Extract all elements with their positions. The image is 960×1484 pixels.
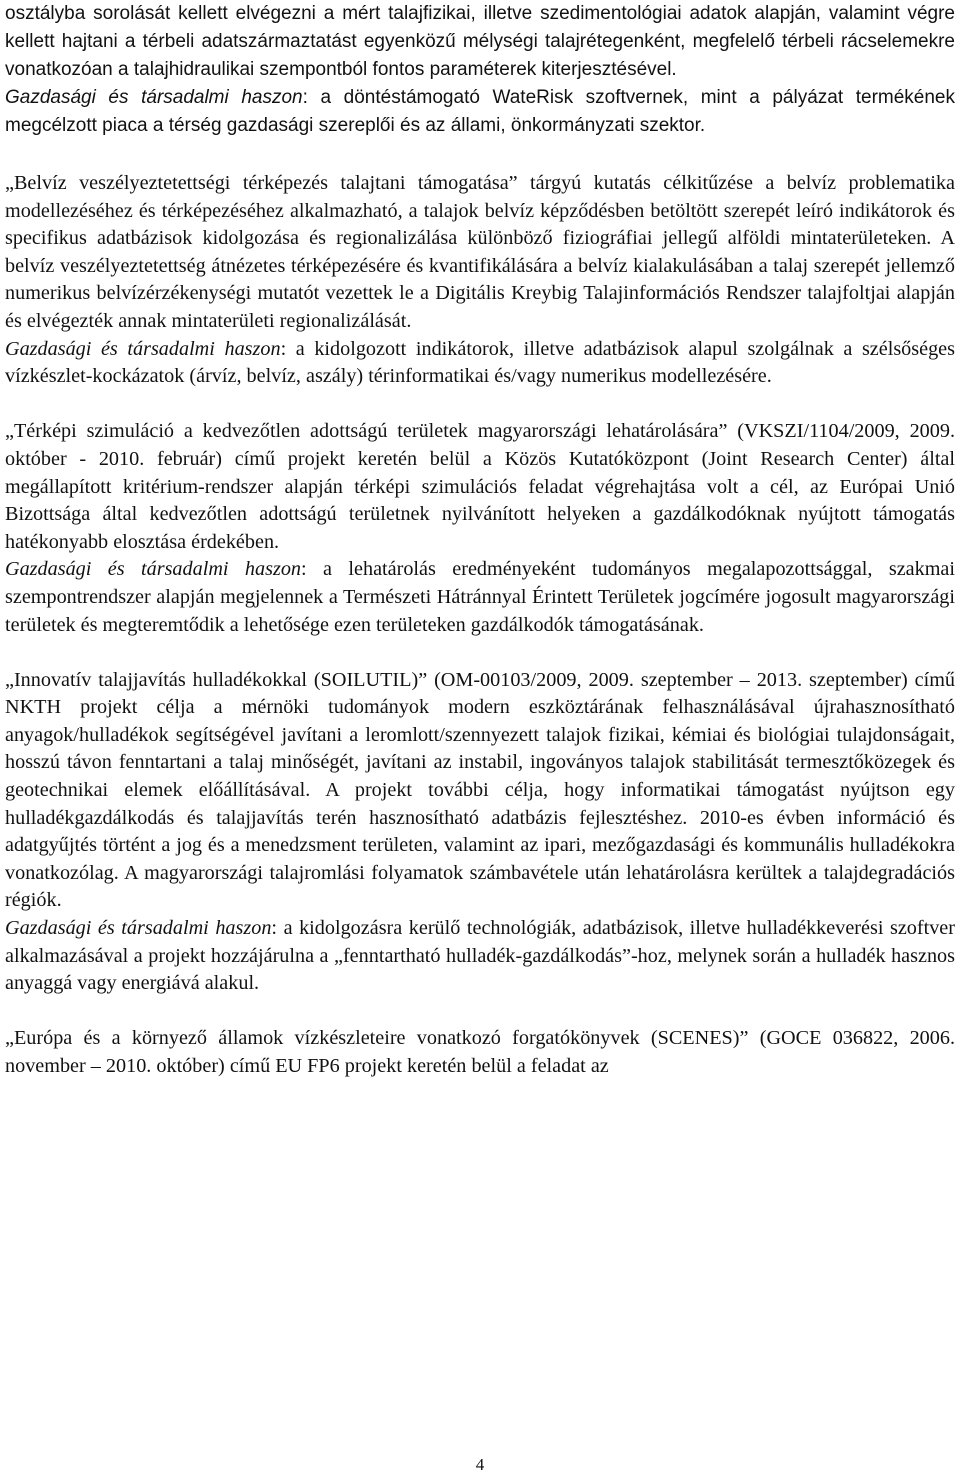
benefit-label: Gazdasági és társadalmi haszon: [5, 917, 272, 940]
benefit-label: Gazdasági és társadalmi haszon: [5, 337, 281, 360]
paragraph-scenes: „Európa és a környező államok vízkészleteire vonatkozó forgatókönyvek (SCENES)” (GOCE 036822, 2006. november – 2010. október) című EU FP6 projekt keretén belül a feladat az: [5, 1027, 955, 1077]
paragraph-belviz: „Belvíz veszélyeztetettségi térképezés talajtani támogatása” tárgyú kutatás célkitűzése a belvíz problematika modellezéséhez és térképezéséhez alkalmazható, a talajok belvíz képződésben betöltött szerepét leíró indikátorok és specifikus adatbázisok kidolgozása és regionalizálása különböző fiziográfiai jellegű alföldi mintaterületeken. A belvíz veszélyeztetettség átnézetes térképezésére és kvantifikálására a belvíz kialakulásában a talaj szerepét jellemző numerikus belvízérzékenységi mutatót vezettek le a Digitális Kreybig Talajinformációs Rendszer talajfoltjai alapján és elvégezték annak mintaterületi regionalizálását.: [5, 172, 955, 332]
paragraph-vkszi-benefit: [5, 556, 955, 639]
paragraph-soilutil: „Innovatív talajjavítás hulladékokkal (SOILUTIL)” (OM-00103/2009, 2009. szeptember – 2013. szeptember) című NKTH projekt célja a mérnöki tudományok modern eszköztárának felhasználásával újrahasznosítható anyagok/hulladékok segítségével javítani a leromlott/szennyezett talajok fizikai, kémiai és biológiai tulajdonságait, hosszú távon fenntartani a talaj minőségét, javítani az instabil, ingoványos talajok stabilitását termesztőközegek és geotechnikai elemek előállításával. A projekt további célja, hogy informatikai támogatást nyújtson egy hulladékgazdálkodás és talajjavítás terén hasznosítható adatbázis fejlesztéshez. 2010-es évben információ és adatgyűjtés történt a jog és a menedzsment területen, valamint az ipari, mezőgazdasági és kommunális hulladékokra vonatkozólag. A magyarországi talajromlási folyamatok számbavétele után lehatárolásra kerültek a talajdegradációs régiók.: [5, 668, 955, 912]
paragraph-intro: osztályba sorolását kellett elvégezni a mért talajfizikai, illetve szedimentológiai adatok alapján, valamint végre kellett hajtani a térbeli adatszármaztatást egyenközű mélységi talajrétegenként, megfelelő térbeli rácselemekre vonatkozóan a talajhidraulikai szempontból fontos paraméterek kiterjesztésével.: [5, 3, 955, 80]
benefit-text: : a kidolgozott indikátorok, illetve adatbázisok alapul szolgálnak a szélsőséges vízkészlet-kockázatok (árvíz, belvíz, aszály) térinformatikai és/vagy numerikus modellezésére.: [5, 337, 956, 388]
document-page: [5, 0, 955, 1081]
benefit-text: : a kidolgozásra kerülő technológiák, adatbázisok, illetve hulladékkeverési szoftver alkalmazásával a projekt hozzájárulna a „fenntartható hulladék-gazdálkodás”-hoz, melynek során a hulladék hasznos anyaggá vagy energiává alakul.: [5, 917, 955, 995]
benefit-text: : a lehatárolás eredményeként tudományos megalapozottsággal, szakmai szempontrendszer alapján megjelennek a Természeti Hátránnyal Érintett Területek jogcímére jogosult magyarországi területek és megteremtődik a lehetősége ezen területeken gazdálkodók támogatásának.: [5, 558, 955, 636]
benefit-text: : a döntéstámogató WateRisk szoftvernek, mint a pályázat termékének megcélzott piaca a térség gazdasági szereplői és az állami, önkormányzati szektor.: [5, 87, 955, 136]
paragraph-intro-benefit: [5, 84, 955, 140]
paragraph-soilutil-benefit: [5, 915, 955, 998]
page-number: 4: [475, 1455, 485, 1474]
benefit-label: Gazdasági és társadalmi haszon: [5, 558, 302, 581]
paragraph-vkszi: „Térképi szimuláció a kedvezőtlen adottságú területek magyarországi lehatárolására” (VKSZI/1104/2009, 2009. október - 2010. február) című projekt keretén belül a Közös Kutatóközpont (Joint Research Center) által megállapított kritérium-rendszer alapján térképi szimulációs feladat végrehajtása volt a cél, az Európai Unió Bizottsága által kedvezőtlen adottságú területnek nyilvánított helyeken a gazdálkodóknak nyújtott támogatás hatékonyabb elosztása érdekében.: [5, 420, 955, 553]
benefit-label: Gazdasági és társadalmi haszon: [5, 87, 303, 108]
paragraph-belviz-benefit: [5, 336, 955, 391]
